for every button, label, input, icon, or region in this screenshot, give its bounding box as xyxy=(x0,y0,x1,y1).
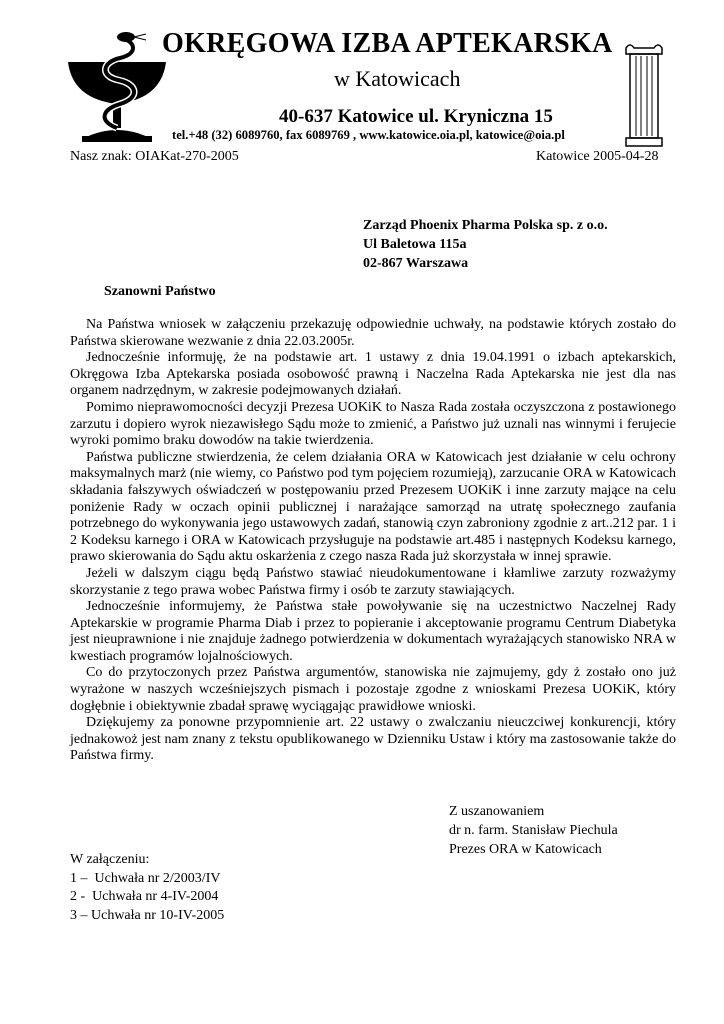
attachment-item: 1 – Uchwała nr 2/2003/IV xyxy=(70,870,221,886)
letterhead-contact: tel.+48 (32) 6089760, fax 6089769 , www.katowice.oia.pl, katowice@oia.pl xyxy=(172,128,565,142)
signature-block xyxy=(449,802,618,859)
body-paragraph: Jednocześnie informujemy, że Państwa stałe powoływanie się na uczestnictwo Naczelnej Rady Aptekarskie w programie Pharma Diab i przez to popieranie i akceptowanie programu Centrum Diabetyka jest nieuprawnione i nie znajduje żadnego potwierdzenia w dokumentach wyrażających stanowisko NRA w kwestiach programów lojalnościowych. xyxy=(70,599,676,664)
greek-column-icon xyxy=(624,42,664,148)
letter-body xyxy=(70,317,676,765)
attachment-item: 2 - Uchwała nr 4-IV-2004 xyxy=(70,889,219,904)
letterhead-org-name: OKRĘGOWA IZBA APTEKARSKA xyxy=(162,28,613,59)
salutation: Szanowni Państwo xyxy=(104,284,216,299)
reference-number: Nasz znak: OIAKat-270-2005 xyxy=(70,149,239,164)
recipient-line: Ul Baletowa 115a xyxy=(363,237,467,252)
attachment-item: 3 – Uchwała nr 10-IV-2005 xyxy=(70,907,225,923)
recipient-line: 02-867 Warszawa xyxy=(363,256,469,271)
signature-title: Prezes ORA w Katowicach xyxy=(449,842,602,857)
body-paragraph: Pomimo nieprawomocności decyzji Prezesa UOKiK to Nasza Rada została oczyszczona z postawionego zarzutu i dopiero wyrok niezawisłego Sądu może to zmienić, a Państwo już uznali nas winnymi i ferujecie wyroki pomimo braku dowodów na takie twierdzenia. xyxy=(70,399,676,449)
body-paragraph: Państwa publiczne stwierdzenia, że celem działania ORA w Katowicach jest działanie w celu ochrony maksymalnych marż (nie wiemy, co Państwo pod tym pojęciem rozumieją), zarzucanie ORA w Katowicach składania fałszywych oświadczeń w postępowaniu przed Prezesem UOKiK i inne zarzuty mające na celu poniżenie Rady w oczach opinii publicznej i narażające samorząd na utratę społecznego zaufania potrzebnego do wykonywania jego ustawowych zadań, stanowią czyn zabroniony zgodnie z art..212 par. 1 i 2 Kodeksu karnego i ORA w Katowicach przysługuje na podstawie art.485 i następnych Kodeksu karnego, prawo skierowania do Sądu aktu oskarżenia z czego nasza Rada już skorzystała w innej sprawie. xyxy=(70,449,676,565)
attachments-list xyxy=(70,851,224,925)
body-paragraph: Jednocześnie informuję, że na podstawie art. 1 ustawy z dnia 19.04.1991 o izbach aptekarskich, Okręgowa Izba Aptekarska posiada osobowość prawną i Naczelna Rada Aptekarska nie jest dla nas organem nadrzędnym, w zakresie podejmowanych działań. xyxy=(70,350,676,399)
body-paragraph: Co do przytoczonych przez Państwa argumentów, stanowiska nie zajmujemy, gdy ż zostało ono już wyrażone w naszych wcześniejszych pismach i pozostaje zgodne z wnioskami Prezesa UOKiK, który dogłębnie i obiektywnie zbadał sprawę wyciągając prawidłowe wnioski. xyxy=(70,665,676,714)
signature-name: dr n. farm. Stanisław Piechula xyxy=(449,823,618,838)
letter-date: Katowice 2005-04-28 xyxy=(536,149,659,164)
body-paragraph: Na Państwa wniosek w załączeniu przekazuję odpowiednie uchwały, na podstawie których zostało do Państwa skierowane wezwanie z dnia 22.03.2005r. xyxy=(70,317,676,349)
recipient-line: Zarząd Phoenix Pharma Polska sp. z o.o. xyxy=(363,218,608,233)
body-paragraph: Jeżeli w dalszym ciągu będą Państwo stawiać nieudokumentowane i kłamliwe zarzuty rozważymy skorzystanie z tego prawa wobec Państwa firmy i osób te zarzuty stawiających. xyxy=(70,565,676,598)
attachments-heading: W załączeniu: xyxy=(70,852,150,867)
signature-closing: Z uszanowaniem xyxy=(449,804,545,819)
letterhead-address: 40-637 Katowice ul. Kryniczna 15 xyxy=(279,106,553,127)
recipient-address xyxy=(363,216,608,273)
letterhead-city: w Katowicach xyxy=(334,66,461,91)
letterhead xyxy=(66,28,666,150)
body-paragraph: Dziękujemy za ponowne przypomnienie art. 22 ustawy o zwalczaniu nieuczciwej konkurencji, który jednakowoż jest nam znany z tekstu opublikowanego w Dzienniku Ustaw i który ma zastosowanie także do Państwa firmy. xyxy=(70,715,676,764)
